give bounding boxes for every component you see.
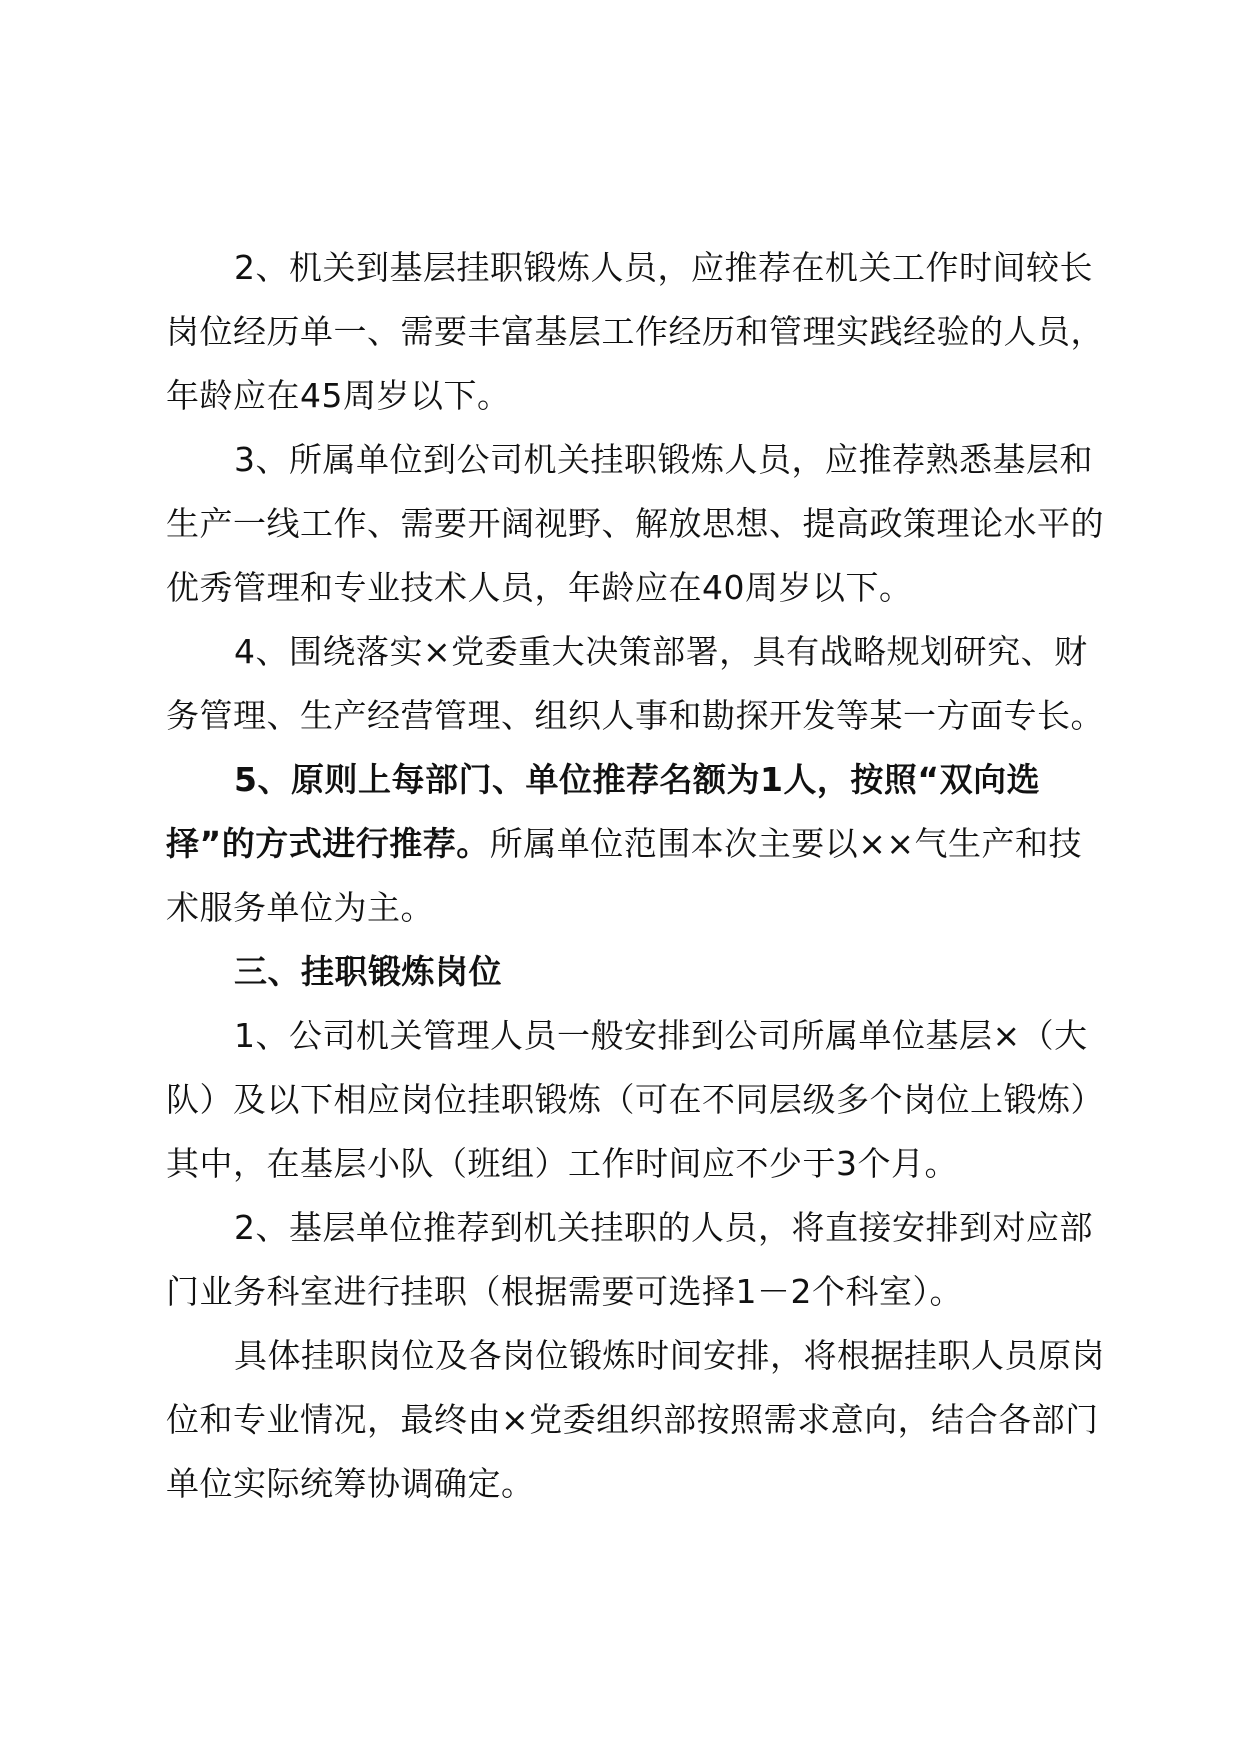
- paragraph-arrangement: [166, 1324, 1106, 1516]
- paragraph-text: 2、机关到基层挂职锻炼人员，应推荐在机关工作时间较长岗位经历单一、需要丰富基层工作经历和管理实践经验的人员，年龄应在45周岁以下。: [166, 248, 1104, 415]
- section-heading: [166, 940, 1106, 1004]
- document-body: [166, 236, 1106, 1516]
- paragraph-item-5: [166, 748, 1106, 940]
- paragraph-item-3: [166, 428, 1106, 620]
- paragraph-item-4: [166, 620, 1106, 748]
- paragraph-text: 具体挂职岗位及各岗位锻炼时间安排，将根据挂职人员原岗位和专业情况，最终由×党委组织部按照需求意向，结合各部门单位实际统筹协调确定。: [166, 1336, 1105, 1503]
- paragraph-text: 所属单位范围本次主要以××气生产和技术服务单位为主。: [166, 824, 1083, 927]
- section-heading-text: 三、挂职锻炼岗位: [234, 952, 502, 991]
- paragraph-post-1: [166, 1004, 1106, 1196]
- paragraph-bold-text: 5、原则上每部门、单位推荐名额为1人，按照“双向选择”的方式进行推荐。: [166, 760, 1041, 863]
- paragraph-text: 3、所属单位到公司机关挂职锻炼人员，应推荐熟悉基层和生产一线工作、需要开阔视野、解放思想、提高政策理论水平的优秀管理和专业技术人员，年龄应在40周岁以下。: [166, 440, 1104, 607]
- paragraph-post-2: [166, 1196, 1106, 1324]
- paragraph-item-2: [166, 236, 1106, 428]
- paragraph-text: 1、公司机关管理人员一般安排到公司所属单位基层×（大队）及以下相应岗位挂职锻炼（可在不同层级多个岗位上锻炼）其中，在基层小队（班组）工作时间应不少于3个月。: [166, 1016, 1104, 1183]
- paragraph-text: 2、基层单位推荐到机关挂职的人员，将直接安排到对应部门业务科室进行挂职（根据需要可选择1－2个科室）。: [166, 1208, 1093, 1311]
- paragraph-text: 4、围绕落实×党委重大决策部署，具有战略规划研究、财务管理、生产经营管理、组织人事和勘探开发等某一方面专长。: [166, 632, 1104, 735]
